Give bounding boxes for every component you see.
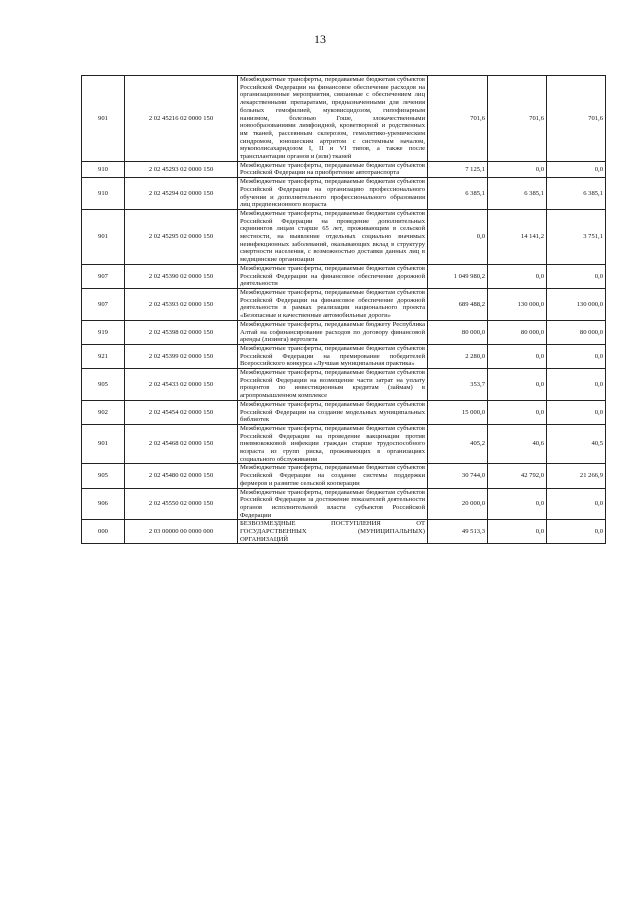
admin-code-cell: 901 <box>82 424 125 464</box>
page-number: 13 <box>314 32 326 46</box>
amount-year3-cell: 0,0 <box>547 520 606 544</box>
table-row <box>82 264 606 288</box>
table-row <box>82 76 606 162</box>
amount-year3-cell: 0,0 <box>547 264 606 288</box>
amount-year3-cell: 0,0 <box>547 488 606 520</box>
description-cell: Межбюджетные трансферты, передаваемые бюджетам субъектов Российской Федерации на создание системы поддержки фермеров и развитие сельской кооперации <box>238 464 428 488</box>
amount-year1-cell: 30 744,0 <box>428 464 488 488</box>
budget-code-cell: 2 03 00000 00 0000 000 <box>125 520 238 544</box>
amount-year2-cell: 42 792,0 <box>488 464 547 488</box>
budget-code-cell: 2 02 45480 02 0000 150 <box>125 464 238 488</box>
description-cell: БЕЗВОЗМЕЗДНЫЕ ПОСТУПЛЕНИЯ ОТ ГОСУДАРСТВЕННЫХ (МУНИЦИПАЛЬНЫХ) ОРГАНИЗАЦИЙ <box>238 520 428 544</box>
budget-code-cell: 2 02 45295 02 0000 150 <box>125 209 238 264</box>
admin-code-cell: 907 <box>82 288 125 320</box>
admin-code-cell: 919 <box>82 320 125 344</box>
amount-year1-cell: 6 385,1 <box>428 178 488 210</box>
budget-code-cell: 2 02 45294 02 0000 150 <box>125 178 238 210</box>
amount-year1-cell: 20 000,0 <box>428 488 488 520</box>
description-cell: Межбюджетные трансферты, передаваемые бюджетам субъектов Российской Федерации на финансовое обеспечение дорожной деятельности <box>238 264 428 288</box>
amount-year1-cell: 689 488,2 <box>428 288 488 320</box>
table-row <box>82 464 606 488</box>
budget-code-cell: 2 02 45390 02 0000 150 <box>125 264 238 288</box>
admin-code-cell: 921 <box>82 344 125 368</box>
budget-revenue-table <box>81 75 606 544</box>
amount-year3-cell: 6 385,1 <box>547 178 606 210</box>
admin-code-cell: 902 <box>82 400 125 424</box>
amount-year1-cell: 7 125,1 <box>428 161 488 177</box>
table-body <box>82 76 606 544</box>
admin-code-cell: 910 <box>82 178 125 210</box>
admin-code-cell: 901 <box>82 209 125 264</box>
amount-year2-cell: 0,0 <box>488 369 547 401</box>
table-row <box>82 178 606 210</box>
admin-code-cell: 905 <box>82 464 125 488</box>
budget-code-cell: 2 02 45293 02 0000 150 <box>125 161 238 177</box>
admin-code-cell: 907 <box>82 264 125 288</box>
budget-code-cell: 2 02 45398 02 0000 150 <box>125 320 238 344</box>
amount-year3-cell: 0,0 <box>547 400 606 424</box>
amount-year1-cell: 353,7 <box>428 369 488 401</box>
admin-code-cell: 901 <box>82 76 125 162</box>
amount-year1-cell: 1 049 980,2 <box>428 264 488 288</box>
table-row <box>82 400 606 424</box>
amount-year2-cell: 6 385,1 <box>488 178 547 210</box>
amount-year2-cell: 130 000,0 <box>488 288 547 320</box>
amount-year3-cell: 3 751,1 <box>547 209 606 264</box>
amount-year2-cell: 40,6 <box>488 424 547 464</box>
amount-year2-cell: 0,0 <box>488 344 547 368</box>
table-row <box>82 424 606 464</box>
amount-year1-cell: 49 513,3 <box>428 520 488 544</box>
amount-year2-cell: 0,0 <box>488 264 547 288</box>
amount-year3-cell: 0,0 <box>547 344 606 368</box>
description-cell: Межбюджетные трансферты, передаваемые бюджетам субъектов Российской Федерации на проведение вакцинации против пневмококковой инфекции граждан старше трудоспособного возраста из групп риска, проживающих в организациях социального обслуживания <box>238 424 428 464</box>
amount-year2-cell: 0,0 <box>488 488 547 520</box>
table-row <box>82 520 606 544</box>
amount-year1-cell: 405,2 <box>428 424 488 464</box>
amount-year3-cell: 701,6 <box>547 76 606 162</box>
amount-year2-cell: 80 000,0 <box>488 320 547 344</box>
table-row <box>82 344 606 368</box>
amount-year2-cell: 0,0 <box>488 520 547 544</box>
description-cell: Межбюджетные трансферты, передаваемые бюджетам субъектов Российской Федерации на создание модельных муниципальных библиотек <box>238 400 428 424</box>
amount-year2-cell: 0,0 <box>488 161 547 177</box>
admin-code-cell: 910 <box>82 161 125 177</box>
amount-year1-cell: 15 000,0 <box>428 400 488 424</box>
amount-year1-cell: 80 000,0 <box>428 320 488 344</box>
description-cell: Межбюджетные трансферты, передаваемые бюджетам субъектов Российской Федерации на организацию профессионального обучения и дополнительного профессионального образования лиц предпенсионного возраста <box>238 178 428 210</box>
amount-year2-cell: 14 141,2 <box>488 209 547 264</box>
table-row <box>82 369 606 401</box>
amount-year3-cell: 80 000,0 <box>547 320 606 344</box>
table-row <box>82 209 606 264</box>
budget-code-cell: 2 02 45399 02 0000 150 <box>125 344 238 368</box>
description-cell: Межбюджетные трансферты, передаваемые бюджетам субъектов Российской Федерации на приобретение автотранспорта <box>238 161 428 177</box>
budget-code-cell: 2 02 45468 02 0000 150 <box>125 424 238 464</box>
admin-code-cell: 000 <box>82 520 125 544</box>
budget-code-cell: 2 02 45433 02 0000 150 <box>125 369 238 401</box>
table-row <box>82 488 606 520</box>
amount-year1-cell: 2 280,0 <box>428 344 488 368</box>
amount-year3-cell: 130 000,0 <box>547 288 606 320</box>
admin-code-cell: 905 <box>82 369 125 401</box>
description-cell: Межбюджетные трансферты, передаваемые бюджетам субъектов Российской Федерации на финансовое обеспечение расходов на организационные мероприятия, связанные с обеспечением лиц лекарственными препаратами, предназначенными для лечения больных гемофилией, муковисцидозом, гипофизарным нанизмом, болезнью Гоше, злокачественными новообразованиями лимфоидной, кроветворной и родственных им тканей, рассеянным склерозом, гемолитико-уремическим синдромом, юношеским артритом с системным началом, мукополисахаридозом I, II и VI типов, а также после трансплантации органов и (или) тканей <box>238 76 428 162</box>
description-cell: Межбюджетные трансферты, передаваемые бюджетам субъектов Российской Федерации на премирование победителей Всероссийского конкурса «Лучшая муниципальная практика» <box>238 344 428 368</box>
amount-year3-cell: 0,0 <box>547 369 606 401</box>
table-row <box>82 161 606 177</box>
description-cell: Межбюджетные трансферты, передаваемые бюджетам субъектов Российской Федерации на проведение дополнительных скринингов лицам старше 65 лет, проживающим в сельской местности, на выявление отдельных социально значимых неинфекционных заболеваний, оказывающих вклад в структуру смертности населения, с возможностью доставки данных лиц в медицинские организации <box>238 209 428 264</box>
description-cell: Межбюджетные трансферты, передаваемые бюджетам субъектов Российской Федерации за достижение показателей деятельности органов исполнительной власти субъектов Российской Федерации <box>238 488 428 520</box>
budget-code-cell: 2 02 45550 02 0000 150 <box>125 488 238 520</box>
budget-code-cell: 2 02 45216 02 0000 150 <box>125 76 238 162</box>
description-cell: Межбюджетные трансферты, передаваемые бюджетам субъектов Российской Федерации на финансовое обеспечение дорожной деятельности в рамках реализации национального проекта «Безопасные и качественные автомобильные дороги» <box>238 288 428 320</box>
amount-year3-cell: 0,0 <box>547 161 606 177</box>
description-cell: Межбюджетные трансферты, передаваемые бюджету Республика Алтай на софинансирование расходов по договору финансовой аренды (лизинга) вертолета <box>238 320 428 344</box>
budget-code-cell: 2 02 45393 02 0000 150 <box>125 288 238 320</box>
admin-code-cell: 906 <box>82 488 125 520</box>
amount-year2-cell: 701,6 <box>488 76 547 162</box>
table-row <box>82 320 606 344</box>
amount-year1-cell: 701,6 <box>428 76 488 162</box>
table-row <box>82 288 606 320</box>
amount-year1-cell: 0,0 <box>428 209 488 264</box>
description-cell: Межбюджетные трансферты, передаваемые бюджетам субъектов Российской Федерации на возмещение части затрат на уплату процентов по инвестиционным кредитам (займам) в агропромышленном комплексе <box>238 369 428 401</box>
amount-year2-cell: 0,0 <box>488 400 547 424</box>
budget-code-cell: 2 02 45454 02 0000 150 <box>125 400 238 424</box>
amount-year3-cell: 21 266,9 <box>547 464 606 488</box>
amount-year3-cell: 40,5 <box>547 424 606 464</box>
